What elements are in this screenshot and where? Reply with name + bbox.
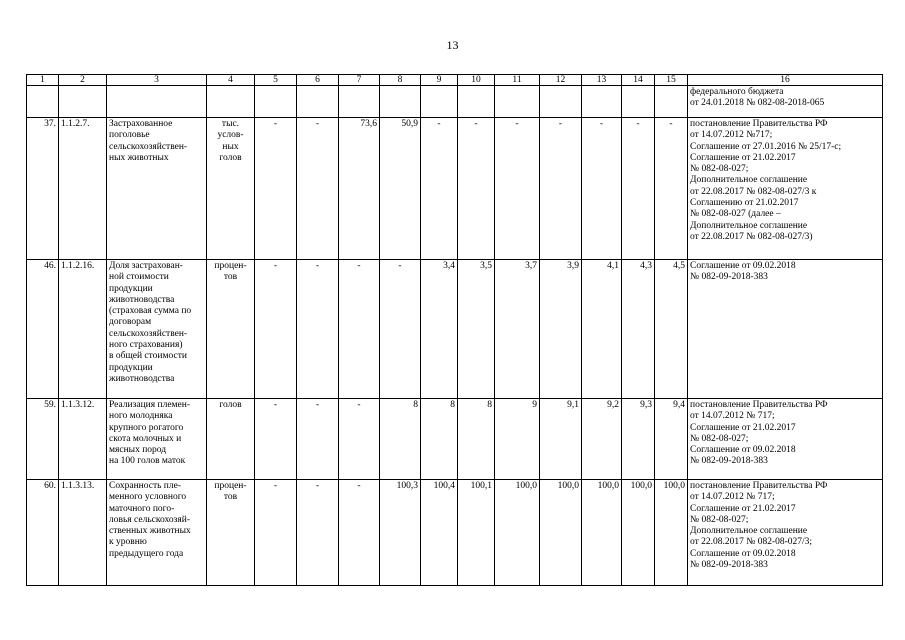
unit-cell-line: голов [219,152,242,163]
note-cell-line: от 14.07.2012 № 717; [690,411,775,422]
note-cell-line: № 082-09-2018-383 [690,560,768,571]
note-cell-line: постановление Правительства РФ [690,481,828,491]
value-cell: - [540,118,582,260]
note-cell [688,480,883,586]
empty-cell [458,86,495,118]
empty-cell [207,86,255,118]
note-cell-line: № 082-08-027 (далее – [690,209,781,220]
unit-cell-line: голов [219,400,242,410]
unit-cell-line: процен- [214,261,247,271]
note-cell-line: Соглашение от 21.02.2017 [690,503,796,514]
indicator-code: 1.1.3.12. [59,399,107,480]
indicator-name [107,118,207,260]
table-row [27,260,883,399]
value-cell: 4,5 [655,260,688,399]
empty-cell [339,86,380,118]
value-cell: - [339,260,380,399]
value-cell: 100,4 [421,480,458,586]
empty-cell [27,86,59,118]
note-cell-line: Соглашению от 21.02.2017 [690,198,799,209]
value-cell: 8 [421,399,458,480]
unit-cell-line: ных [222,141,239,152]
value-cell: 9,2 [582,399,622,480]
column-number: 2 [59,75,107,86]
indicator-name-line: ственных животных [109,526,191,537]
note-cell-line: № 082-08-027; [690,433,749,444]
indicator-name-line: ловья сельскохозяй- [109,514,191,525]
unit-cell-line: тыс. [221,119,240,129]
note-cell-line: Дополнительное соглашение [690,175,808,186]
note-cell-line: Дополнительное соглашение [690,220,808,231]
empty-cell [380,86,421,118]
note-cell [688,118,883,260]
empty-cell [655,86,688,118]
value-cell: - [495,118,540,260]
value-cell: 3,7 [495,260,540,399]
note-cell-line: № 082-09-2018-383 [690,272,768,283]
value-cell: 8 [458,399,495,480]
indicator-name [107,399,207,480]
indicator-name-line: сельскохозяйствен- [109,141,188,152]
empty-cell [59,86,107,118]
indicator-name-line: ного молодняка [109,411,173,422]
value-cell: 100,3 [380,480,421,586]
note-cell-line: от 24.01.2018 № 082-08-2018-065 [690,98,825,109]
note-cell-line: постановление Правительства РФ [690,119,828,129]
value-cell: 100,0 [622,480,655,586]
value-cell: - [622,118,655,260]
indicator-name-line: продукции [109,283,153,294]
indicator-name-line: сельскохозяйствен- [109,328,188,339]
indicator-name-line: продукции [109,362,153,373]
note-cell-line: федерального бюджета [690,87,784,97]
note-cell-line: Соглашение от 27.01.2016 № 25/17-с; [690,141,842,152]
column-number: 10 [458,75,495,86]
note-cell-line: № 082-09-2018-383 [690,456,768,467]
value-cell: - [255,399,297,480]
empty-cell [622,86,655,118]
indicator-name-line: поголовье [109,130,150,141]
value-cell: - [339,399,380,480]
note-cell-line: Дополнительное соглашение [690,526,808,537]
column-number: 16 [688,75,883,86]
indicator-name-line: предыдущего года [109,548,184,559]
value-cell: 3,4 [421,260,458,399]
value-cell: 3,9 [540,260,582,399]
note-cell [688,399,883,480]
indicator-name [107,480,207,586]
note-cell-line: Соглашение от 21.02.2017 [690,152,796,163]
row-number: 46. [27,260,59,399]
row-number: 59. [27,399,59,480]
value-cell: 100,0 [582,480,622,586]
indicator-name-line: крупного рогатого [109,422,184,433]
indicator-name-line: (страховая сумма по [109,306,192,317]
column-number: 11 [495,75,540,86]
indicator-name-line: к уровню [109,537,147,548]
indicator-name-line: маточного пого- [109,503,175,514]
note-cell [688,260,883,399]
indicator-code: 1.1.2.16. [59,260,107,399]
note-cell-line: Соглашение от 09.02.2018 [690,548,796,559]
note-cell-line: от 14.07.2012 № 717; [690,492,775,503]
row-number: 60. [27,480,59,586]
column-number: 14 [622,75,655,86]
note-cell-line: № 082-08-027; [690,514,749,525]
value-cell: 9,4 [655,399,688,480]
indicator-name-line: ного страхования) [109,340,183,351]
table-row [27,118,883,260]
value-cell: - [297,118,339,260]
note-cell-line: от 22.08.2017 № 082-08-027/3) [690,231,813,242]
unit-cell-line: процен- [214,481,247,491]
indicator-name-line: ной стоимости [109,272,169,283]
column-number: 4 [207,75,255,86]
column-number: 13 [582,75,622,86]
value-cell: - [421,118,458,260]
indicator-name-line: менного условного [109,492,187,503]
value-cell: - [380,260,421,399]
value-cell: - [255,260,297,399]
page-number: 13 [446,38,459,52]
value-cell: 100,0 [540,480,582,586]
value-cell: 4,1 [582,260,622,399]
indicators-table [26,74,883,586]
indicator-name-line: Реализация племен- [109,400,191,410]
note-cell-line: постановление Правительства РФ [690,400,828,410]
indicator-name-line: Доля застрахован- [109,261,183,271]
column-number: 12 [540,75,582,86]
unit-cell-line: тов [223,272,238,283]
value-cell: 4,3 [622,260,655,399]
note-cell-line: Соглашение от 21.02.2017 [690,422,796,433]
value-cell: 9 [495,399,540,480]
empty-cell [582,86,622,118]
indicator-code: 1.1.2.7. [59,118,107,260]
column-number: 6 [297,75,339,86]
value-cell: 100,1 [458,480,495,586]
value-cell: 100,0 [495,480,540,586]
value-cell: - [297,260,339,399]
table-row-continuation [27,86,883,118]
indicator-name-line: договорам [109,317,152,328]
note-cell-line: Соглашение от 09.02.2018 [690,445,796,456]
unit-cell [207,399,255,480]
column-number: 1 [27,75,59,86]
empty-cell [297,86,339,118]
column-number: 15 [655,75,688,86]
value-cell: 50,9 [380,118,421,260]
value-cell: - [255,480,297,586]
indicator-name-line: скота молочных и [109,433,182,444]
value-cell: - [655,118,688,260]
column-number: 8 [380,75,421,86]
table-header-row [27,75,883,86]
indicator-name [107,260,207,399]
indicator-name-line: на 100 голов маток [109,456,186,467]
table-row [27,399,883,480]
indicator-name-line: животноводства [109,373,175,384]
value-cell: 3,5 [458,260,495,399]
value-cell: 9,1 [540,399,582,480]
empty-cell [255,86,297,118]
note-cell-line: Соглашение от 09.02.2018 [690,261,796,271]
column-number: 3 [107,75,207,86]
note-cell [688,86,883,118]
indicator-name-line: Сохранность пле- [109,481,182,491]
column-number: 7 [339,75,380,86]
indicator-name-line: животноводства [109,294,175,305]
note-cell-line: от 14.07.2012 №717; [690,130,773,141]
empty-cell [495,86,540,118]
note-cell-line: № 082-08-027; [690,164,749,175]
indicator-name-line: в общей стоимости [109,351,187,362]
indicator-name-line: Застрахованное [109,119,173,129]
value-cell: 73,6 [339,118,380,260]
indicator-code: 1.1.3.13. [59,480,107,586]
value-cell: - [458,118,495,260]
value-cell: - [582,118,622,260]
unit-cell [207,118,255,260]
value-cell: - [255,118,297,260]
unit-cell [207,260,255,399]
note-cell-line: от 22.08.2017 № 082-08-027/3; [690,537,813,548]
value-cell: - [297,480,339,586]
value-cell: - [339,480,380,586]
value-cell: - [297,399,339,480]
value-cell: 100,0 [655,480,688,586]
empty-cell [107,86,207,118]
empty-cell [540,86,582,118]
unit-cell [207,480,255,586]
unit-cell-line: услов- [217,130,244,141]
table-row [27,480,883,586]
column-number: 9 [421,75,458,86]
value-cell: 9,3 [622,399,655,480]
note-cell-line: от 22.08.2017 № 082-08-027/3 к [690,186,817,197]
indicator-name-line: ных животных [109,152,169,163]
indicator-name-line: мясных пород [109,445,167,456]
value-cell: 8 [380,399,421,480]
column-number: 5 [255,75,297,86]
row-number: 37. [27,118,59,260]
empty-cell [421,86,458,118]
unit-cell-line: тов [223,492,238,503]
